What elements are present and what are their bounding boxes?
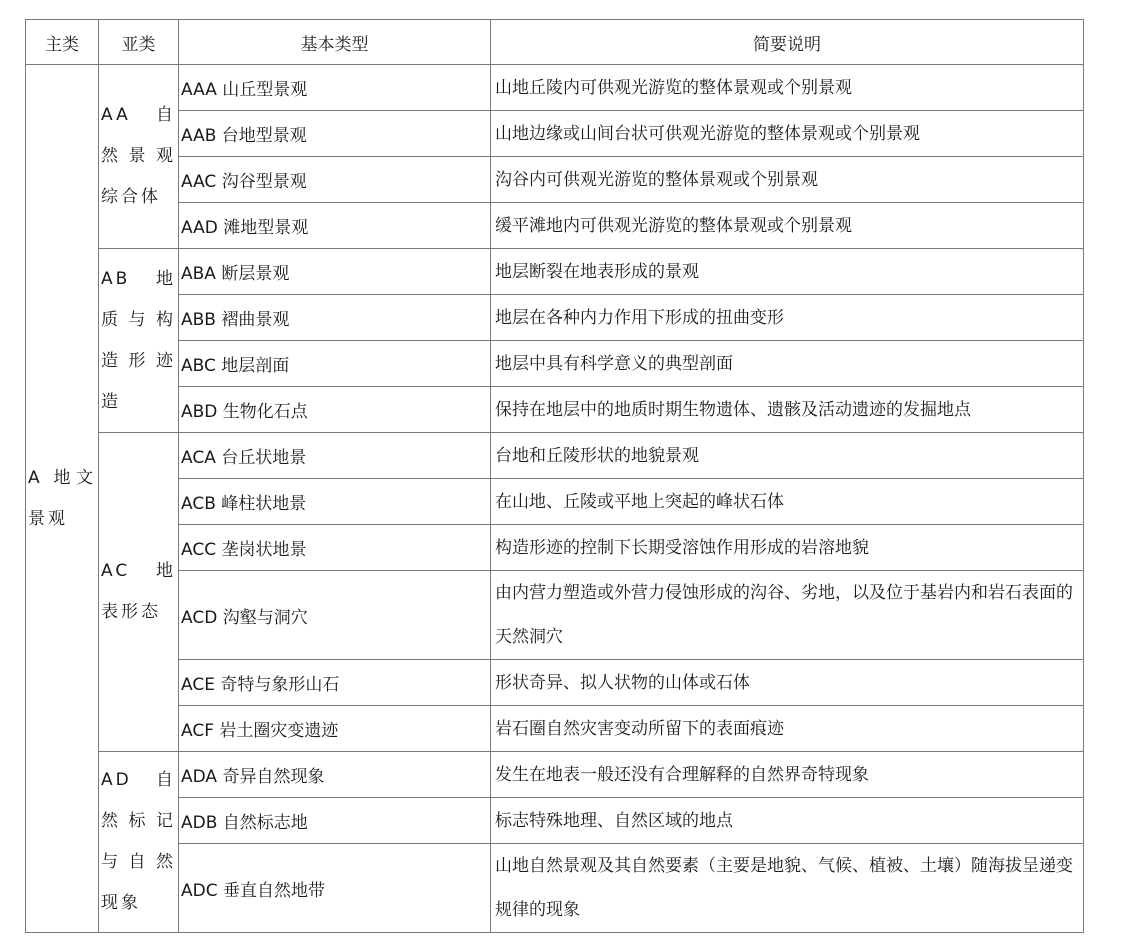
basic-type-cell: ABA 断层景观 <box>179 249 491 295</box>
basic-type-cell: ABB 褶曲景观 <box>179 295 491 341</box>
description-cell: 发生在地表一般还没有合理解释的自然界奇特现象 <box>491 752 1084 798</box>
basic-type-cell: AAD 滩地型景观 <box>179 203 491 249</box>
main-category-cell: A 地文景观 <box>26 65 99 933</box>
table-row <box>26 249 1084 295</box>
description-cell: 在山地、丘陵或平地上突起的峰状石体 <box>491 479 1084 525</box>
basic-type-cell: ACA 台丘状地景 <box>179 433 491 479</box>
description-cell: 由内营力塑造或外营力侵蚀形成的沟谷、劣地，以及位于基岩内和岩石表面的天然洞穴 <box>491 571 1084 660</box>
table-row <box>26 295 1084 341</box>
header-row <box>26 20 1084 65</box>
table-row <box>26 479 1084 525</box>
table-row <box>26 433 1084 479</box>
table-row <box>26 65 1084 111</box>
basic-type-cell: ACF 岩土圈灾变遗迹 <box>179 706 491 752</box>
basic-type-cell: AAC 沟谷型景观 <box>179 157 491 203</box>
description-cell: 地层中具有科学意义的典型剖面 <box>491 341 1084 387</box>
subcategory-cell: AB 地质与构造形迹造 <box>99 249 179 433</box>
description-cell: 山地边缘或山间台状可供观光游览的整体景观或个别景观 <box>491 111 1084 157</box>
table-row <box>26 341 1084 387</box>
table-row <box>26 844 1084 933</box>
description-cell: 地层在各种内力作用下形成的扭曲变形 <box>491 295 1084 341</box>
classification-table <box>25 19 1084 933</box>
basic-type-cell: ADA 奇异自然现象 <box>179 752 491 798</box>
description-cell: 山地自然景观及其自然要素（主要是地貌、气候、植被、土壤）随海拔呈递变规律的现象 <box>491 844 1084 933</box>
header-main-category: 主类 <box>26 20 99 65</box>
table-row <box>26 203 1084 249</box>
table-row <box>26 111 1084 157</box>
subcategory-cell: AD 自然标记与自然现象 <box>99 752 179 933</box>
description-cell: 台地和丘陵形状的地貌景观 <box>491 433 1084 479</box>
basic-type-cell: ACD 沟壑与洞穴 <box>179 571 491 660</box>
basic-type-cell: ADB 自然标志地 <box>179 798 491 844</box>
header-subcategory: 亚类 <box>99 20 179 65</box>
header-description: 简要说明 <box>491 20 1084 65</box>
basic-type-cell: AAA 山丘型景观 <box>179 65 491 111</box>
description-cell: 缓平滩地内可供观光游览的整体景观或个别景观 <box>491 203 1084 249</box>
basic-type-cell: AAB 台地型景观 <box>179 111 491 157</box>
subcategory-cell: AC 地表形态 <box>99 433 179 752</box>
basic-type-cell: ABC 地层剖面 <box>179 341 491 387</box>
table-row <box>26 157 1084 203</box>
table-row <box>26 752 1084 798</box>
table-row <box>26 525 1084 571</box>
table-row <box>26 571 1084 660</box>
description-cell: 标志特殊地理、自然区域的地点 <box>491 798 1084 844</box>
table-row <box>26 706 1084 752</box>
basic-type-cell: ADC 垂直自然地带 <box>179 844 491 933</box>
description-cell: 沟谷内可供观光游览的整体景观或个别景观 <box>491 157 1084 203</box>
subcategory-cell: AA 自然景观综合体 <box>99 65 179 249</box>
description-cell: 地层断裂在地表形成的景观 <box>491 249 1084 295</box>
description-cell: 形状奇异、拟人状物的山体或石体 <box>491 660 1084 706</box>
description-cell: 构造形迹的控制下长期受溶蚀作用形成的岩溶地貌 <box>491 525 1084 571</box>
description-cell: 保持在地层中的地质时期生物遗体、遗骸及活动遗迹的发掘地点 <box>491 387 1084 433</box>
table-row <box>26 387 1084 433</box>
basic-type-cell: ABD 生物化石点 <box>179 387 491 433</box>
header-basic-type: 基本类型 <box>179 20 491 65</box>
basic-type-cell: ACE 奇特与象形山石 <box>179 660 491 706</box>
table-row <box>26 660 1084 706</box>
description-cell: 山地丘陵内可供观光游览的整体景观或个别景观 <box>491 65 1084 111</box>
basic-type-cell: ACC 垄岗状地景 <box>179 525 491 571</box>
table-body <box>26 65 1084 933</box>
basic-type-cell: ACB 峰柱状地景 <box>179 479 491 525</box>
description-cell: 岩石圈自然灾害变动所留下的表面痕迹 <box>491 706 1084 752</box>
table-row <box>26 798 1084 844</box>
